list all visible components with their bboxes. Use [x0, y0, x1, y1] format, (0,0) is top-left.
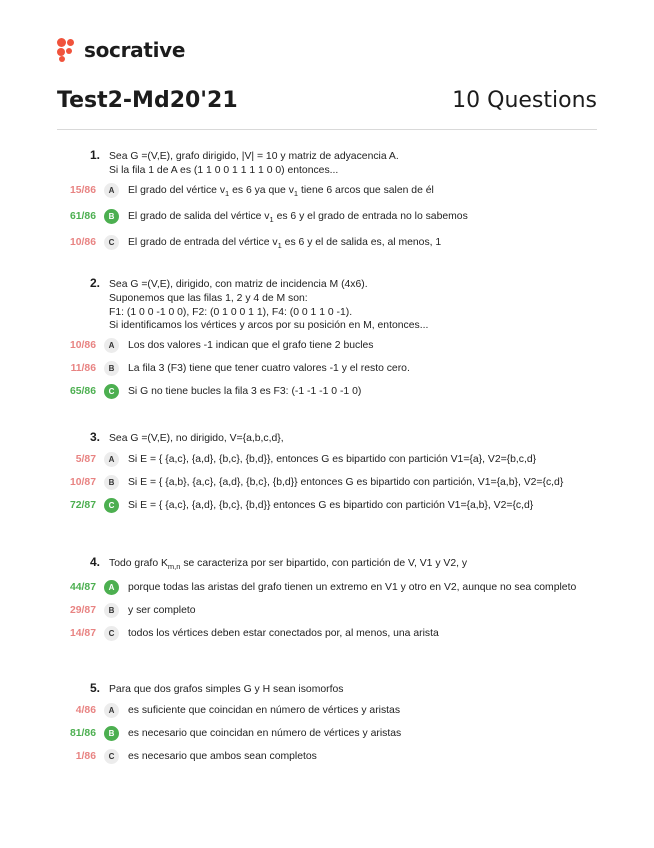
answer-letter-badge: B	[104, 603, 119, 618]
prompt-line: Sea G =(V,E), dirigido, con matriz de incidencia M (4x6).	[109, 279, 368, 290]
answer-letter-badge: B	[104, 475, 119, 490]
logo-mark-icon	[57, 38, 78, 62]
answer-row	[0, 384, 654, 399]
answer-letter-badge: C	[104, 235, 119, 250]
answer-letter-badge: A	[104, 703, 119, 718]
prompt-line: Para que dos grafos simples G y H sean isomorfos	[109, 684, 344, 695]
question-number: 3.	[89, 430, 100, 444]
answer-text: todos los vértices deben estar conectados por, al menos, una arista	[128, 627, 439, 639]
socrative-logo	[57, 38, 185, 62]
answer-row	[0, 603, 654, 618]
prompt-line: Todo grafo $K_{m,n}$ se caracteriza por ser bipartido, con partición de V, V1 y V2, y	[109, 558, 468, 572]
question-number: 4.	[89, 555, 100, 569]
answer-text: Si E = { {a,c}, {a,d}, {b,c}, {b,d}} entonces G es bipartido con partición V1={a,b}, V2={c,d}	[128, 499, 534, 511]
answer-text: El grado de entrada del vértice $v_1$ es 6 y el de salida es, al menos, 1	[128, 236, 442, 250]
question-2	[0, 278, 654, 399]
answer-row	[0, 626, 654, 641]
answer-row	[0, 580, 654, 595]
question-5	[0, 683, 654, 764]
prompt-line: Sea G =(V,E), no dirigido, V={a,b,c,d},	[109, 433, 284, 444]
answer-letter-badge: A	[104, 183, 119, 198]
answer-letter-badge: A	[104, 338, 119, 353]
response-count: 14/87	[69, 627, 96, 639]
report-header	[57, 86, 597, 130]
answer-row	[0, 726, 654, 741]
answer-row	[0, 209, 654, 227]
answer-row	[0, 498, 654, 513]
response-count: 65/86	[69, 386, 96, 398]
question-number: 2.	[89, 276, 100, 290]
answer-text: Los dos valores -1 indican que el grafo tiene 2 bucles	[128, 340, 374, 352]
question-prompt	[0, 278, 654, 333]
prompt-line: Suponemos que las filas 1, 2 y 4 de M son:	[109, 292, 308, 304]
answer-text: es necesario que ambos sean completos	[128, 750, 317, 762]
answer-row	[0, 338, 654, 353]
question-number: 5.	[89, 681, 100, 695]
answer-letter-badge: B	[104, 361, 119, 376]
prompt-line: Sea G =(V,E), grafo dirigido, |V| = 10 y matriz de adyacencia A.	[109, 151, 399, 162]
response-count: 10/87	[69, 476, 96, 488]
question-prompt	[0, 557, 654, 574]
answer-text: es necesario que coincidan en número de vértices y aristas	[128, 727, 402, 739]
answer-letter-badge: B	[104, 209, 119, 224]
question-prompt	[0, 683, 654, 697]
answer-text: es suficiente que coincidan en número de vértices y aristas	[128, 704, 401, 716]
response-count: 72/87	[69, 499, 96, 511]
response-count: 44/87	[69, 581, 96, 593]
question-count: 10 Questions	[452, 88, 597, 113]
answer-letter-badge: C	[104, 498, 119, 513]
answer-text: El grado de salida del vértice $v_1$ es 6 y el grado de entrada no lo sabemos	[128, 210, 468, 224]
answer-row	[0, 235, 654, 253]
question-4	[0, 557, 654, 641]
answer-row	[0, 361, 654, 376]
answer-letter-badge: C	[104, 626, 119, 641]
response-count: 1/86	[75, 750, 96, 762]
answer-row	[0, 183, 654, 201]
answer-letter-badge: B	[104, 726, 119, 741]
response-count: 10/86	[69, 236, 96, 248]
answer-text: porque todas las aristas del grafo tienen un extremo en V1 y otro en V2, aunque no sea completo	[128, 581, 577, 593]
response-count: 11/86	[70, 363, 96, 375]
answer-letter-badge: A	[104, 580, 119, 595]
answer-text: La fila 3 (F3) tiene que tener cuatro valores -1 y el resto cero.	[128, 363, 410, 375]
answer-text: Si G no tiene bucles la fila 3 es F3: (-1 -1 -1 0 -1 0)	[128, 386, 362, 398]
answer-text: y ser completo	[128, 604, 196, 616]
response-count: 10/86	[69, 340, 96, 352]
question-prompt	[0, 150, 654, 178]
answer-letter-badge: A	[104, 452, 119, 467]
response-count: 4/86	[75, 704, 96, 716]
answer-row	[0, 703, 654, 718]
response-count: 5/87	[75, 453, 96, 465]
response-count: 15/86	[69, 184, 96, 196]
answer-text: El grado del vértice $v_1$ es 6 ya que $v_1$ tiene 6 arcos que salen de él	[128, 184, 434, 198]
prompt-line: Si la fila 1 de A es (1 1 0 0 1 1 1 1 0 0) entonces...	[109, 164, 339, 176]
response-count: 81/86	[69, 727, 96, 739]
answer-letter-badge: C	[104, 384, 119, 399]
answer-text: Si E = { {a,b}, {a,c}, {a,d}, {b,c}, {b,d}} entonces G es bipartido con partición, V1={a,b}, V2={c,d}	[128, 476, 564, 488]
quiz-title: Test2-Md20'21	[57, 88, 238, 113]
prompt-line: F1: (1 0 0 -1 0 0), F2: (0 1 0 0 1 1), F4: (0 0 1 1 0 -1).	[109, 306, 353, 318]
question-1	[0, 150, 654, 253]
prompt-line: Si identificamos los vértices y arcos por su posición en M, entonces...	[109, 320, 429, 332]
question-number: 1.	[89, 148, 100, 162]
question-3	[0, 432, 654, 513]
answer-row	[0, 452, 654, 467]
response-count: 29/87	[69, 604, 96, 616]
answer-text: Si E = { {a,c}, {a,d}, {b,c}, {b,d}}, entonces G es bipartido con partición V1={a}, V2={b,c,d}	[128, 453, 537, 465]
response-count: 61/86	[69, 210, 96, 222]
answer-row	[0, 749, 654, 764]
question-prompt	[0, 432, 654, 446]
logo-text: socrative	[84, 38, 186, 62]
answer-letter-badge: C	[104, 749, 119, 764]
answer-row	[0, 475, 654, 490]
